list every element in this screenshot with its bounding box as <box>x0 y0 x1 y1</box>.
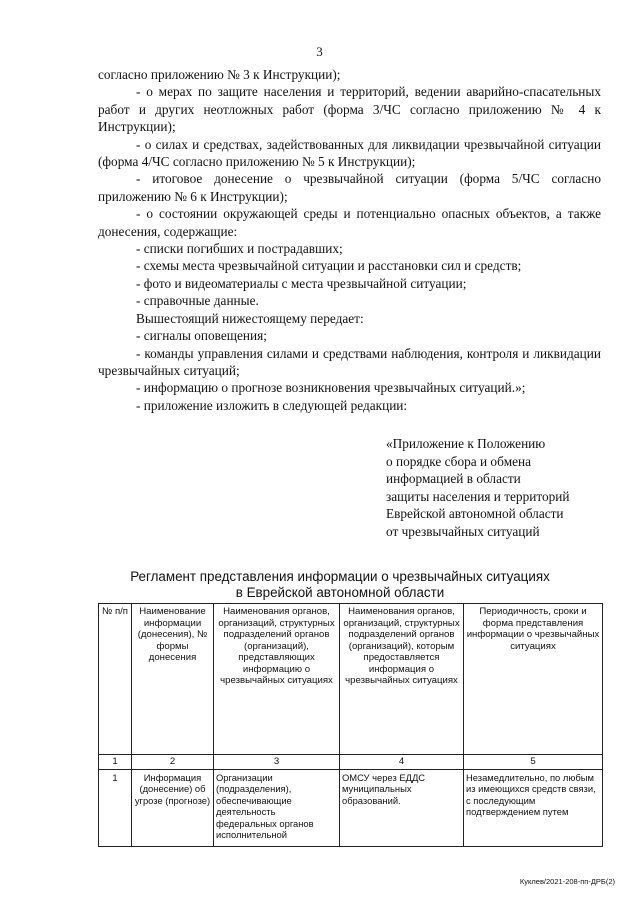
column-number-row <box>99 755 603 770</box>
body-paragraph: Вышестоящий нижестоящему передает: <box>136 310 364 326</box>
column-number: 4 <box>340 755 464 770</box>
column-number: 2 <box>132 755 214 770</box>
header-cell-number: № п/п <box>99 604 132 755</box>
body-paragraph: - списки погибших и пострадавших; <box>136 241 343 257</box>
body-paragraph: - справочные данные. <box>136 293 259 309</box>
header-cell-providers: Наименования органов, организаций, структурных подразделений органов (организаций), представляющих информацию о чрезвычайных ситуациях <box>214 604 340 755</box>
body-paragraph: - о мерах по защите населения и территорий, ведении аварийно-спасательных работ и других неотложных работ (форма 3/ЧС согласно приложению № 4 к Инструкции); <box>98 84 601 135</box>
appendix-header-line: защиты населения и территорий <box>386 488 570 504</box>
appendix-header-line: «Приложение к Положению <box>386 436 546 451</box>
appendix-header-line: информацией в области <box>386 471 521 486</box>
appendix-header-line: о порядке сбора и обмена <box>386 453 532 469</box>
column-number: 5 <box>464 755 603 770</box>
table-cell: ОМСУ через ЕДДС муниципальных образований. <box>340 769 464 846</box>
appendix-header <box>386 435 606 540</box>
body-paragraph: - приложение изложить в следующей редакции: <box>136 397 408 413</box>
header-cell-periodicity: Периодичность, сроки и форма представления информации о чрезвычайных ситуациях <box>464 604 603 755</box>
footer-code: Куклев/2021-208-пп-ДРБ(2) <box>519 877 615 886</box>
body-paragraph: - о состоянии окружающей среды и потенциально опасных объектов, а также донесения, содержащие: <box>98 206 601 239</box>
appendix-header-line: Еврейской автономной области <box>386 506 564 521</box>
body-text <box>98 66 601 414</box>
header-cell-recipients: Наименования органов, организаций, структурных подразделений органов (организаций), которым предоставляется информация о чрезвычайных ситуациях <box>340 604 464 755</box>
table-cell: Незамедлительно, по любым из имеющихся средств связи, с последующим подтверждением путем <box>464 769 603 846</box>
body-paragraph: - итоговое донесение о чрезвычайной ситуации (форма 5/ЧС согласно приложению № 6 к Инструкции); <box>98 171 601 204</box>
table-cell: 1 <box>99 769 132 846</box>
column-number: 3 <box>214 755 340 770</box>
page-number: 3 <box>316 44 323 59</box>
header-cell-info-name: Наименование информации (донесения), № формы донесения <box>132 604 214 755</box>
table-header-row <box>99 604 603 755</box>
body-paragraph: - схемы места чрезвычайной ситуации и расстановки сил и средств; <box>136 258 522 274</box>
regulation-table <box>98 603 603 847</box>
table-title <box>90 569 590 601</box>
body-paragraph: - о силах и средствах, задействованных для ликвидации чрезвычайной ситуации (форма 4/ЧС согласно приложению № 5 к Инструкции); <box>98 136 601 170</box>
body-paragraph: - команды управления силами и средствами наблюдения, контроля и ликвидации чрезвычайных ситуаций; <box>98 345 601 378</box>
table-title-line: Регламент представления информации о чрезвычайных ситуациях <box>130 569 550 584</box>
column-number: 1 <box>99 755 132 770</box>
body-paragraph: - сигналы оповещения; <box>136 328 267 344</box>
body-paragraph: - информацию о прогнозе возникновения чрезвычайных ситуаций.»; <box>136 380 526 396</box>
body-paragraph: согласно приложению № 3 к Инструкции); <box>98 67 341 82</box>
body-paragraph: - фото и видеоматериалы с места чрезвычайной ситуации; <box>136 275 467 291</box>
table-cell: Организации (подразделения), обеспечивающие деятельность федеральных органов исполнительной <box>214 769 340 846</box>
table-title-line: в Еврейской автономной области <box>235 585 445 600</box>
appendix-header-line: от чрезвычайных ситуаций <box>386 523 540 539</box>
table-row <box>99 769 603 846</box>
table-cell: Информация (донесение) об угрозе (прогнозе) <box>132 769 214 846</box>
